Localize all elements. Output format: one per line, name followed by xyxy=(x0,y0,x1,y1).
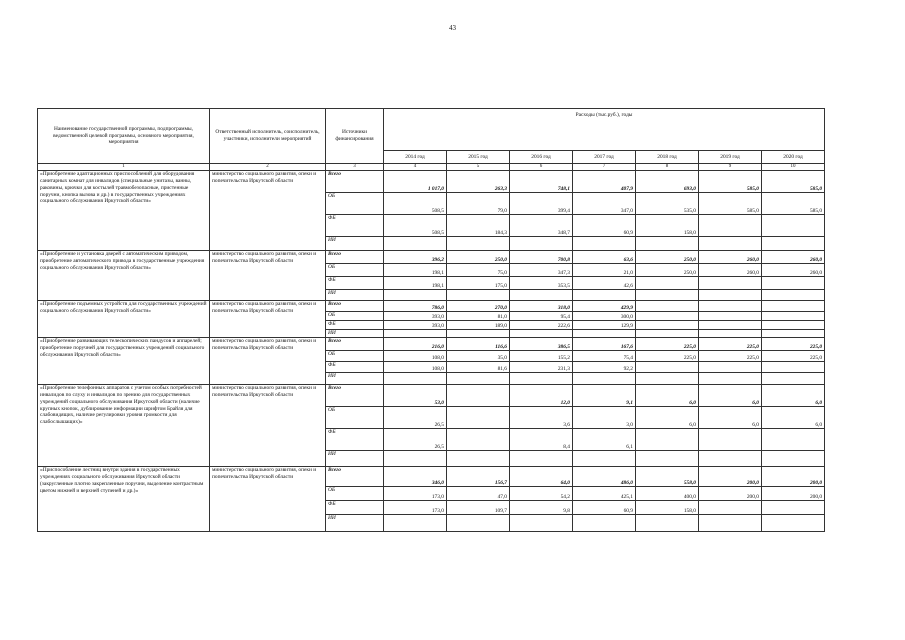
expense-value: 225,0 xyxy=(636,351,699,362)
expense-value: 300,0 xyxy=(573,312,636,321)
expense-value: 260,0 xyxy=(762,264,825,277)
expense-value xyxy=(573,330,636,338)
expense-value: 396,2 xyxy=(384,251,447,264)
expense-value: 585,0 xyxy=(762,171,825,193)
expense-value: 158,0 xyxy=(636,501,699,515)
expense-value: 386,5 xyxy=(510,338,573,351)
executor-name: министерство социального развития, опеки и попечительства Иркутской области xyxy=(210,251,326,301)
index-row xyxy=(38,164,825,171)
expense-value: 263,3 xyxy=(447,171,510,193)
expense-value: 250,0 xyxy=(447,251,510,264)
header-source: Источники финансирования xyxy=(326,109,384,164)
table-row xyxy=(38,338,825,351)
budget-table xyxy=(37,108,825,532)
header-name: Наименование государственной программы, подпрограммы, ведомственной целевой программы, основного мероприятия, мероприятия xyxy=(38,109,210,164)
table-row xyxy=(38,385,825,407)
expense-value: 92,2 xyxy=(573,362,636,373)
expense-value: 35,0 xyxy=(447,351,510,362)
column-index: 9 xyxy=(699,164,762,171)
column-index: 10 xyxy=(762,164,825,171)
expense-value xyxy=(636,312,699,321)
column-index: 8 xyxy=(636,164,699,171)
funding-source: Всего xyxy=(326,251,384,264)
measure-name: «Приобретение адаптационных приспособлений для оборудования санитарных комнат для инвалидов (специальные унитазы, ванны, раковины, крючки для костылей травмобезопасные, пристенные поручни, кнопка вызова и др.) в государственных учреждениях социального обслуживания Иркутской области» xyxy=(38,171,210,251)
expense-value: 81,0 xyxy=(447,312,510,321)
expense-value: 393,0 xyxy=(384,321,447,330)
funding-source: ФБ xyxy=(326,429,384,451)
expense-value: 222,6 xyxy=(510,321,573,330)
expense-value xyxy=(699,215,762,237)
expense-value xyxy=(573,237,636,251)
expense-value xyxy=(699,290,762,301)
expense-value xyxy=(447,385,510,407)
funding-source: ФБ xyxy=(326,501,384,515)
funding-source: ФБ xyxy=(326,362,384,373)
expense-value xyxy=(384,330,447,338)
expense-value xyxy=(447,429,510,451)
expense-value: 129,9 xyxy=(573,321,636,330)
expense-value xyxy=(762,301,825,312)
funding-source: ОБ xyxy=(326,264,384,277)
expense-value xyxy=(699,237,762,251)
expense-value: 346,0 xyxy=(384,467,447,487)
expense-value xyxy=(762,321,825,330)
expense-value: 535,0 xyxy=(636,193,699,215)
table-row xyxy=(38,301,825,312)
table-row xyxy=(38,467,825,487)
expense-value xyxy=(636,373,699,385)
funding-source: Всего xyxy=(326,338,384,351)
expense-value xyxy=(699,429,762,451)
funding-source: Всего xyxy=(326,385,384,407)
expense-value xyxy=(510,330,573,338)
expense-value: 108,0 xyxy=(384,351,447,362)
expense-value: 21,0 xyxy=(573,264,636,277)
expense-value: 347,0 xyxy=(573,193,636,215)
expense-value xyxy=(699,362,762,373)
expense-value xyxy=(762,501,825,515)
column-index: 7 xyxy=(573,164,636,171)
expense-value xyxy=(636,515,699,532)
expense-value: 12,0 xyxy=(510,385,573,407)
expense-value: 1 017,0 xyxy=(384,171,447,193)
funding-source: ОБ xyxy=(326,487,384,501)
expense-value: 184,3 xyxy=(447,215,510,237)
expense-value: 200,0 xyxy=(762,467,825,487)
expense-value xyxy=(636,237,699,251)
expense-value: 81,6 xyxy=(447,362,510,373)
expense-value xyxy=(699,451,762,467)
funding-source: ОБ xyxy=(326,312,384,321)
measure-name: «Приобретение развивающих телескопических пандусов и аппарелей; приобретение поручней для государственных учреждений социального обслуживания Иркутской области» xyxy=(38,338,210,385)
expense-value xyxy=(762,290,825,301)
expense-value: 198,1 xyxy=(384,277,447,290)
expense-value xyxy=(762,215,825,237)
funding-source: ИИ xyxy=(326,451,384,467)
expense-value: 8,4 xyxy=(510,429,573,451)
expense-value xyxy=(699,373,762,385)
expense-value xyxy=(573,515,636,532)
expense-value: 348,7 xyxy=(510,215,573,237)
expense-value: 347,3 xyxy=(510,264,573,277)
expense-value: 116,6 xyxy=(447,338,510,351)
expense-value: 260,0 xyxy=(699,251,762,264)
expense-value: 60,9 xyxy=(573,215,636,237)
expense-value: 6,0 xyxy=(762,385,825,407)
column-index: 3 xyxy=(326,164,384,171)
expense-value: 108,0 xyxy=(384,362,447,373)
expense-value xyxy=(762,312,825,321)
expense-value xyxy=(636,290,699,301)
expense-value: 155,2 xyxy=(510,351,573,362)
expense-value xyxy=(447,373,510,385)
expense-value xyxy=(636,277,699,290)
expense-value: 585,0 xyxy=(699,171,762,193)
expense-value: 173,0 xyxy=(384,501,447,515)
expense-value: 3,0 xyxy=(573,407,636,429)
year-header: 2017 год xyxy=(573,151,636,164)
expense-value xyxy=(447,330,510,338)
expense-value: 407,9 xyxy=(573,171,636,193)
funding-source: Всего xyxy=(326,171,384,193)
expense-value: 167,6 xyxy=(573,338,636,351)
expense-value: 26,5 xyxy=(384,407,447,429)
header-expenses: Расходы (тыс.руб.), годы xyxy=(384,109,825,151)
expense-value: 95,4 xyxy=(510,312,573,321)
executor-name: министерство социального развития, опеки и попечительства Иркутской области xyxy=(210,467,326,532)
funding-source: ФБ xyxy=(326,321,384,330)
expense-value xyxy=(573,373,636,385)
year-header: 2019 год xyxy=(699,151,762,164)
table-row xyxy=(38,251,825,264)
expense-value: 558,0 xyxy=(636,467,699,487)
expense-value: 9,8 xyxy=(510,501,573,515)
expense-value: 393,0 xyxy=(384,312,447,321)
expense-value: 508,5 xyxy=(384,193,447,215)
expense-value: 6,0 xyxy=(699,407,762,429)
expense-value: 54,2 xyxy=(510,487,573,501)
expense-value: 200,0 xyxy=(699,467,762,487)
expense-value: 225,0 xyxy=(699,338,762,351)
expense-value xyxy=(384,515,447,532)
column-index: 6 xyxy=(510,164,573,171)
expense-value: 64,0 xyxy=(510,467,573,487)
column-index: 2 xyxy=(210,164,326,171)
expense-value: 156,7 xyxy=(447,467,510,487)
expense-value xyxy=(762,451,825,467)
expense-value: 189,0 xyxy=(447,321,510,330)
expense-value xyxy=(510,290,573,301)
expense-value: 47,0 xyxy=(447,487,510,501)
page-number: 43 xyxy=(449,24,456,32)
column-index: 4 xyxy=(384,164,447,171)
expense-value xyxy=(636,330,699,338)
expense-value: 748,1 xyxy=(510,171,573,193)
expense-value xyxy=(636,429,699,451)
expense-value: 109,7 xyxy=(447,501,510,515)
expense-value: 400,0 xyxy=(636,487,699,501)
expense-value: 429,9 xyxy=(573,301,636,312)
expense-value xyxy=(510,373,573,385)
expense-value: 585,0 xyxy=(699,193,762,215)
expense-value: 175,0 xyxy=(447,277,510,290)
expense-value xyxy=(636,321,699,330)
funding-source: ОБ xyxy=(326,407,384,429)
expense-value xyxy=(384,373,447,385)
expense-value xyxy=(447,515,510,532)
expense-value: 225,0 xyxy=(762,338,825,351)
expense-value xyxy=(762,515,825,532)
expense-value: 225,0 xyxy=(636,338,699,351)
funding-source: Всего xyxy=(326,301,384,312)
measure-name: «Приобретение подъемных устройств для государственных учреждений социального обслуживания Иркутской области» xyxy=(38,301,210,338)
expense-value: 75,0 xyxy=(447,264,510,277)
expense-value: 693,0 xyxy=(636,171,699,193)
funding-source: ИИ xyxy=(326,373,384,385)
expense-value xyxy=(510,451,573,467)
expense-value: 6,0 xyxy=(636,407,699,429)
year-header: 2020 год xyxy=(762,151,825,164)
expense-value: 216,0 xyxy=(384,338,447,351)
expense-value xyxy=(762,237,825,251)
expense-value: 231,3 xyxy=(510,362,573,373)
expense-value: 225,0 xyxy=(699,351,762,362)
funding-source: ФБ xyxy=(326,277,384,290)
expense-value xyxy=(384,237,447,251)
expense-value: 318,0 xyxy=(510,301,573,312)
expense-value: 75,4 xyxy=(573,351,636,362)
expense-value: 260,0 xyxy=(699,264,762,277)
funding-source: ИИ xyxy=(326,515,384,532)
expense-value: 79,0 xyxy=(447,193,510,215)
expense-value xyxy=(699,277,762,290)
expense-value: 225,0 xyxy=(762,351,825,362)
expense-value: 9,1 xyxy=(573,385,636,407)
expense-value: 60,9 xyxy=(573,501,636,515)
expense-value xyxy=(384,290,447,301)
column-index: 5 xyxy=(447,164,510,171)
expense-value xyxy=(699,501,762,515)
expense-value xyxy=(699,321,762,330)
expense-value xyxy=(762,373,825,385)
expense-value: 425,1 xyxy=(573,487,636,501)
expense-value xyxy=(447,290,510,301)
funding-source: ОБ xyxy=(326,193,384,215)
funding-source: ОБ xyxy=(326,351,384,362)
table-body xyxy=(38,171,825,532)
funding-source: ФБ xyxy=(326,215,384,237)
funding-source: ИИ xyxy=(326,237,384,251)
expense-value: 200,0 xyxy=(699,487,762,501)
expense-value: 270,0 xyxy=(447,301,510,312)
executor-name: министерство социального развития, опеки и попечительства Иркутской области xyxy=(210,171,326,251)
expense-value xyxy=(636,451,699,467)
expense-value xyxy=(699,312,762,321)
expense-value: 700,8 xyxy=(510,251,573,264)
expense-value xyxy=(447,451,510,467)
table-row xyxy=(38,171,825,193)
column-index: 1 xyxy=(38,164,210,171)
expense-value: 26,5 xyxy=(384,429,447,451)
expense-value: 42,6 xyxy=(573,277,636,290)
header-executor: Ответственный исполнитель, соисполнитель, участники, исполнители мероприятий xyxy=(210,109,326,164)
expense-value xyxy=(699,515,762,532)
executor-name: министерство социального развития, опеки и попечительства Иркутской области xyxy=(210,385,326,467)
expense-value: 198,1 xyxy=(384,264,447,277)
expense-value xyxy=(762,429,825,451)
funding-source: Всего xyxy=(326,467,384,487)
year-header: 2016 год xyxy=(510,151,573,164)
expense-value xyxy=(510,237,573,251)
expense-value: 585,0 xyxy=(762,193,825,215)
expense-value: 200,0 xyxy=(762,487,825,501)
executor-name: министерство социального развития, опеки и попечительства Иркутской области xyxy=(210,338,326,385)
year-header: 2014 год xyxy=(384,151,447,164)
expense-value xyxy=(762,277,825,290)
expense-value xyxy=(636,301,699,312)
expense-value: 260,0 xyxy=(762,251,825,264)
expense-value: 6,1 xyxy=(573,429,636,451)
expense-value: 250,0 xyxy=(636,251,699,264)
measure-name: «Приобретение телефонных аппаратов с учетом особых потребностей инвалидов по слуху и инвалидов по зрению для государственных учреждений социального обслуживания Иркутской области (наличие крупных кнопок, дублирование информации шрифтом Брайля для слабовидящих, наличие регулировки уровня громкости для слабослышащих)» xyxy=(38,385,210,467)
expense-value: 158,0 xyxy=(636,215,699,237)
expense-value xyxy=(636,362,699,373)
expense-value: 508,5 xyxy=(384,215,447,237)
expense-value: 63,6 xyxy=(573,251,636,264)
executor-name: министерство социального развития, опеки и попечительства Иркутской области xyxy=(210,301,326,338)
expense-value: 6,0 xyxy=(636,385,699,407)
expense-value xyxy=(762,362,825,373)
year-header: 2018 год xyxy=(636,151,699,164)
expense-value xyxy=(510,515,573,532)
expense-value xyxy=(447,407,510,429)
expense-value: 6,0 xyxy=(699,385,762,407)
year-header: 2015 год xyxy=(447,151,510,164)
expense-value: 486,0 xyxy=(573,467,636,487)
expense-value xyxy=(762,330,825,338)
funding-source: ИИ xyxy=(326,330,384,338)
expense-value xyxy=(573,451,636,467)
measure-name: «Приспособление лестниц внутри здания в государственных учреждениях социального обслуживания Иркутской области (закругленные плотно закрепленные поручни, выделение контрастным цветом нижней и верхней ступеней и др.)» xyxy=(38,467,210,532)
expense-value xyxy=(447,237,510,251)
expense-value: 353,5 xyxy=(510,277,573,290)
expense-value: 6,0 xyxy=(762,407,825,429)
expense-value: 3,6 xyxy=(510,407,573,429)
funding-source: ИИ xyxy=(326,290,384,301)
expense-value xyxy=(384,451,447,467)
expense-value: 53,0 xyxy=(384,385,447,407)
expense-value xyxy=(699,301,762,312)
expense-value: 399,4 xyxy=(510,193,573,215)
expense-value: 173,0 xyxy=(384,487,447,501)
expense-value: 250,0 xyxy=(636,264,699,277)
expense-value xyxy=(699,330,762,338)
expense-value xyxy=(573,290,636,301)
expense-value: 786,0 xyxy=(384,301,447,312)
measure-name: «Приобретение и установка дверей с автоматическим приводом, приобретение автоматического привода в государственные учреждения социального обслуживания Иркутской области» xyxy=(38,251,210,301)
